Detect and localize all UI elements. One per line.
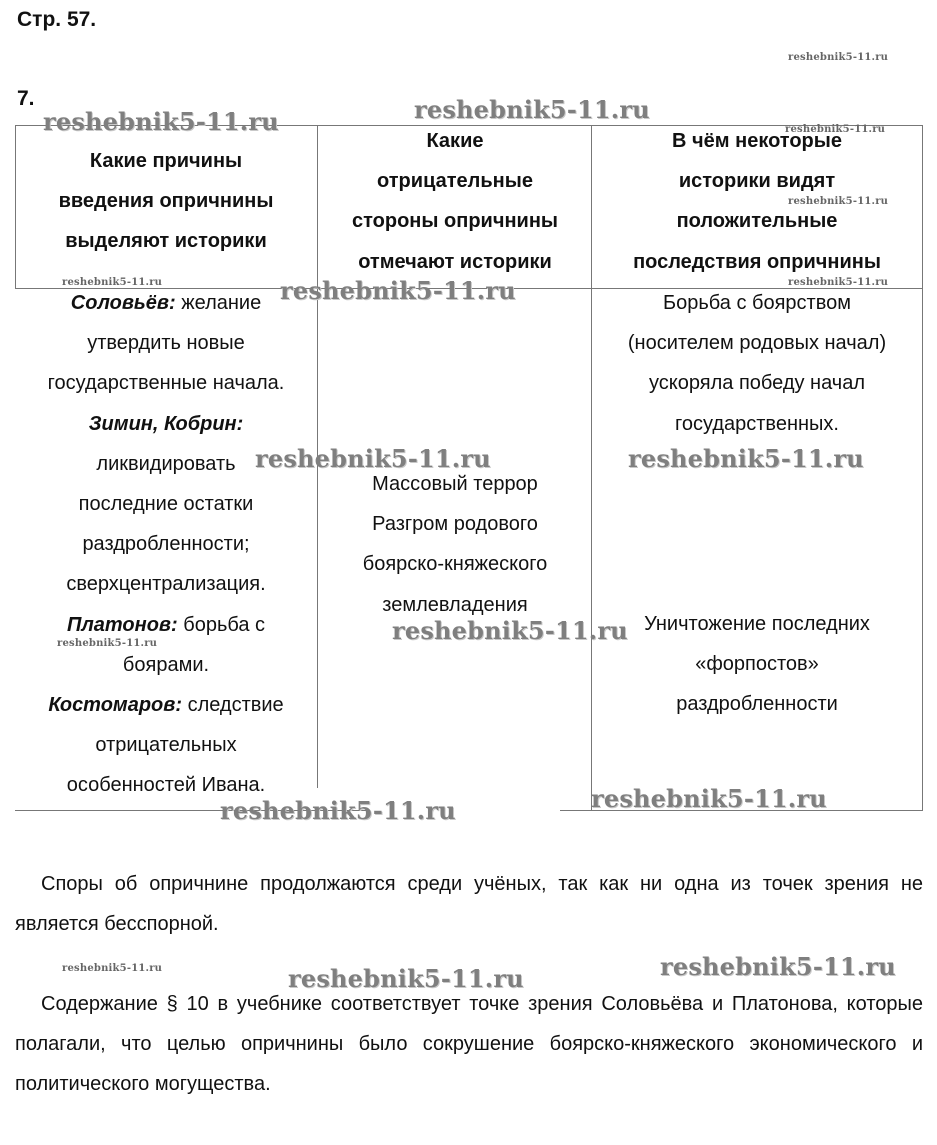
header-positive-line: положительные [676, 210, 838, 233]
paragraph-disputes: Споры об опричнине продолжаются среди учёных, так как ни одна из точек зрения не является бесспорной. [15, 873, 923, 935]
watermark: reshebnik5-11.ru [785, 124, 886, 135]
table-border-bottom-left [15, 810, 370, 811]
table-border-right [922, 125, 923, 811]
platonov-text: борьба с [177, 613, 266, 636]
watermark: reshebnik5-11.ru [788, 277, 889, 288]
cell-line: особенностей Ивана. [66, 774, 266, 797]
page-title: Стр. 57. [17, 8, 97, 31]
table-column-divider-1 [317, 125, 318, 788]
cell-line: раздробленности [676, 693, 838, 716]
cell-line: (носителем родовых начал) [627, 332, 887, 355]
header-negative-line: стороны опричнины [352, 210, 558, 233]
header-causes-line: введения опричнины [58, 190, 274, 213]
cell-line: раздробленности; [82, 533, 250, 556]
historian-platonov: Платонов: [66, 613, 178, 636]
watermark: reshebnik5-11.ru [255, 444, 491, 473]
kostomarov-text: следствие [182, 694, 284, 717]
header-positive-line: последствия опричнины [633, 250, 881, 273]
kostomarov-line [16, 685, 316, 725]
positive-cell-2 [593, 604, 921, 725]
watermark: reshebnik5-11.ru [788, 52, 889, 63]
table-border-bottom-right [560, 810, 923, 811]
watermark: reshebnik5-11.ru [788, 196, 889, 207]
header-causes-line: выделяют историки [65, 230, 267, 253]
watermark: reshebnik5-11.ru [43, 107, 279, 136]
table-column-divider-2 [591, 125, 592, 811]
cell-line: Борьба с боярством [663, 292, 851, 314]
cell-line: боярами. [122, 653, 210, 676]
header-positive-line: В чём некоторые [672, 130, 842, 152]
task-number: 7. [17, 87, 35, 110]
cell-line: Массовый террор [372, 473, 538, 495]
cell-line: утвердить новые [87, 332, 245, 355]
paragraph-textbook: Содержание § 10 в учебнике соответствует точке зрения Соловьёва и Платонова, которые полагали, что целью опричнины было сокрушение боярско-княжеского экономического и политического могущества. [15, 993, 923, 1095]
historian-zimin-kobrin: Зимин, Кобрин: [88, 412, 244, 435]
watermark: reshebnik5-11.ru [288, 964, 524, 993]
positive-cell-1 [593, 283, 921, 444]
watermark: reshebnik5-11.ru [628, 444, 864, 473]
cell-line: боярско-княжеского [362, 553, 548, 576]
cell-line: Разгром родового [372, 513, 538, 536]
watermark: reshebnik5-11.ru [414, 95, 650, 124]
watermark: reshebnik5-11.ru [57, 638, 158, 649]
header-negative-line: Какие [426, 130, 484, 152]
header-causes [16, 141, 316, 262]
cell-line: государственных. [675, 412, 839, 435]
header-negative [319, 121, 591, 282]
soloviev-line [16, 283, 316, 323]
cell-line: государственные начала. [47, 372, 285, 395]
watermark: reshebnik5-11.ru [280, 276, 516, 305]
cell-line: ускоряла победу начал [649, 372, 865, 395]
cell-line: землевладения [382, 593, 528, 616]
cell-line: Уничтожение последних [644, 613, 870, 635]
header-negative-line: отмечают историки [358, 250, 552, 273]
negative-cell [319, 464, 591, 625]
cell-line: ликвидировать [96, 452, 236, 475]
watermark: reshebnik5-11.ru [660, 952, 896, 981]
watermark: reshebnik5-11.ru [62, 277, 163, 288]
platonov-line [16, 605, 316, 645]
cell-line: «форпостов» [695, 653, 819, 676]
cell-line: последние остатки [78, 493, 254, 516]
historian-kostomarov: Костомаров: [48, 694, 183, 717]
cell-line: отрицательных [95, 734, 237, 757]
watermark: reshebnik5-11.ru [220, 796, 456, 825]
historian-soloviev: Соловьёв: [70, 292, 176, 314]
header-causes-line: Какие причины [89, 150, 243, 172]
header-negative-line: отрицательные [377, 170, 533, 193]
soloviev-text: желание [175, 292, 262, 314]
watermark: reshebnik5-11.ru [392, 616, 628, 645]
cell-line: сверхцентрализация. [66, 573, 266, 596]
watermark: reshebnik5-11.ru [62, 963, 163, 974]
causes-cell [16, 283, 316, 806]
header-positive [593, 121, 921, 282]
watermark: reshebnik5-11.ru [591, 784, 827, 813]
header-positive-line: историки видят [678, 170, 836, 193]
